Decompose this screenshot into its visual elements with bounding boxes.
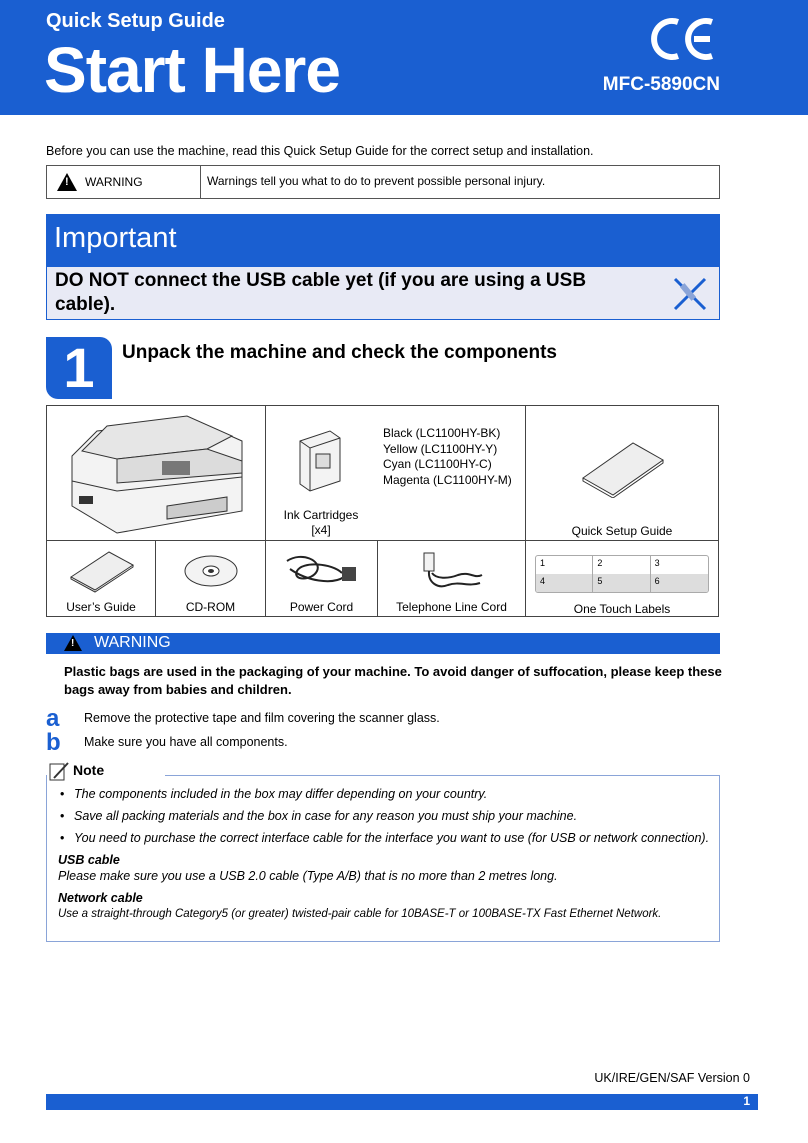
label-cell: 1 xyxy=(536,556,593,574)
no-usb-cross-icon xyxy=(671,275,709,313)
ink-item: Magenta (LC1100HY-M) xyxy=(383,472,512,487)
warning-triangle-icon xyxy=(64,635,82,651)
label-cell: 3 xyxy=(654,558,660,568)
label-cell: 5 xyxy=(593,574,650,592)
cd-rom-caption: CD-ROM xyxy=(185,600,236,614)
note-bullet: • Save all packing materials and the box in case for any reason you must ship your machine. xyxy=(58,808,713,824)
warning-legend-label-cell xyxy=(47,166,201,198)
component-telephone-cord xyxy=(377,540,526,617)
power-cord-icon xyxy=(282,551,362,593)
warning-legend-label: WARNING xyxy=(85,175,143,189)
guide-subtitle: Quick Setup Guide xyxy=(46,10,225,32)
ink-item: Cyan (LC1100HY-C) xyxy=(383,457,492,471)
ce-mark-svg xyxy=(650,16,716,62)
users-guide-icon xyxy=(67,549,137,593)
component-users-guide xyxy=(46,540,156,617)
label-cell: 2 xyxy=(593,556,650,574)
telephone-cord-icon xyxy=(418,549,488,595)
label-cell: 6 xyxy=(651,574,708,592)
ink-caption-count: [x4] xyxy=(311,523,331,537)
important-box xyxy=(46,266,720,320)
warning-legend-description: Warnings tell you what to do to prevent possible personal injury. xyxy=(207,174,546,188)
substep-text: Make sure you have all components. xyxy=(84,735,288,749)
footer-bar xyxy=(46,1094,758,1110)
warning-bar-label: WARNING xyxy=(94,634,171,651)
component-cd-rom xyxy=(155,540,266,617)
ce-mark-icon xyxy=(650,16,716,73)
substep-letter: b xyxy=(46,729,61,756)
warning-text: Plastic bags are used in the packaging of your machine. To avoid danger of suffocation, please keep these bags away from babies and children. xyxy=(64,664,722,697)
telephone-cord-caption: Telephone Line Cord xyxy=(396,600,507,614)
version-text: UK/IRE/GEN/SAF Version 0 xyxy=(594,1071,750,1085)
warning-triangle-icon xyxy=(57,173,77,191)
component-ink-cartridges xyxy=(265,405,526,541)
usb-cable-heading: USB cable xyxy=(58,853,120,867)
ink-cartridge-icon xyxy=(290,426,350,496)
label-cell: 4 xyxy=(536,574,593,592)
model-number: MFC-5890CN xyxy=(602,74,720,95)
important-text: DO NOT connect the USB cable yet (if you are using a USB cable). xyxy=(55,270,587,315)
component-power-cord xyxy=(265,540,378,617)
header-banner xyxy=(0,0,808,115)
important-heading-bar xyxy=(46,214,720,266)
ink-item: Yellow (LC1100HY-Y) xyxy=(383,441,498,456)
usb-cable-text: Please make sure you use a USB 2.0 cable (Type A/B) that is no more than 2 metres long. xyxy=(58,869,558,883)
power-cord-caption: Power Cord xyxy=(289,600,354,614)
page-number: 1 xyxy=(743,1094,750,1108)
network-cable-text: Use a straight-through Category5 (or greater) twisted-pair cable for 10BASE-T or 100BASE-TX Fast Ethernet Network. xyxy=(58,908,662,920)
ink-caption xyxy=(211,508,431,538)
users-guide-caption: User’s Guide xyxy=(66,600,136,614)
component-one-touch-labels xyxy=(525,540,719,617)
cd-rom-icon xyxy=(181,551,241,591)
ink-item: Black (LC1100HY-BK) xyxy=(383,426,501,440)
component-quick-setup-guide xyxy=(525,405,719,541)
label-sheet xyxy=(535,555,709,593)
network-cable-heading: Network cable xyxy=(58,891,143,905)
one-touch-labels-caption: One Touch Labels xyxy=(573,602,671,616)
note-bullet: • You need to purchase the correct interface cable for the interface you want to use (for USB or network connection). xyxy=(58,830,713,846)
substep-text: Remove the protective tape and film covering the scanner glass. xyxy=(84,711,440,725)
booklet-icon xyxy=(578,438,668,498)
note-content xyxy=(58,786,713,922)
step-title: Unpack the machine and check the components xyxy=(122,342,557,363)
warning-bar xyxy=(46,633,720,654)
note-bullet: • The components included in the box may differ depending on your country. xyxy=(58,786,713,802)
warning-legend-table xyxy=(46,165,720,199)
intro-text: Before you can use the machine, read this Quick Setup Guide for the correct setup and installation. xyxy=(46,144,594,158)
step-number-badge: 1 xyxy=(46,337,112,399)
page-title: Start Here xyxy=(44,34,340,106)
ink-caption-line: Ink Cartridges xyxy=(283,508,359,522)
important-heading: Important xyxy=(54,222,177,254)
substep-letter: a xyxy=(46,705,60,732)
ink-cartridge-list xyxy=(383,426,512,488)
note-label: Note xyxy=(73,762,105,778)
quick-setup-caption: Quick Setup Guide xyxy=(571,524,673,538)
